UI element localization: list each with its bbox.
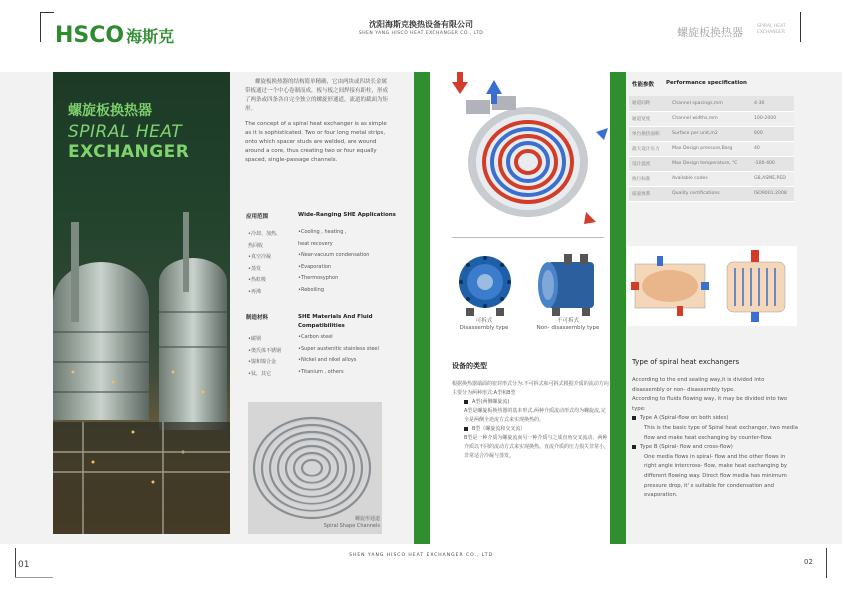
list-item: •Evaporation bbox=[298, 263, 332, 270]
types-heading-cn: 设备的类型 bbox=[452, 362, 487, 370]
types-body-cn bbox=[452, 380, 610, 461]
applications-heading-en: Wide-Ranging SHE Applications bbox=[298, 212, 396, 218]
spiral-channel-caption bbox=[300, 516, 380, 530]
table-row bbox=[629, 156, 794, 171]
type-b-desc-en: One media flows in spiral- flow and the other flows in right angle intercross- flow, make heat exchanging by different flowing way. Direct flow media has minimum pressure drop, it' s suitable for condensation and evaporation. bbox=[644, 453, 788, 499]
table-row bbox=[629, 171, 794, 186]
type-a-label: A型(两侧螺旋流) bbox=[472, 399, 510, 405]
flow-diagrams bbox=[627, 246, 797, 326]
right-types-heading: Type of spiral heat exchangers bbox=[632, 358, 740, 366]
table-cell: Surface per unit,m2 bbox=[669, 126, 751, 141]
spiral-channel-photo bbox=[248, 402, 382, 534]
materials-list-cn bbox=[248, 334, 281, 380]
table-cell: Max Design temperature, ℃ bbox=[669, 156, 751, 171]
spec-table bbox=[629, 96, 794, 202]
caption-cn: 可拆式 bbox=[475, 318, 493, 324]
table-cell: 4-30 bbox=[751, 96, 794, 111]
page-header bbox=[0, 0, 842, 68]
list-item: •Cooling , heating , bbox=[298, 229, 347, 235]
caption-en: Spiral Shape Channels bbox=[323, 523, 380, 529]
type-b-desc: B型是一种介质为螺旋流而另一种介质与之成直角交叉流动，两种介质以不同的流动方式来实现换热。直流介质的压力损失非常小，非常适合冷凝与蒸发。 bbox=[464, 435, 610, 459]
disassembly-type-photo bbox=[456, 252, 514, 318]
materials-heading-cn: 制造材料 bbox=[246, 315, 269, 321]
section-divider bbox=[452, 237, 604, 238]
bullet-icon bbox=[632, 416, 636, 420]
types-intro: 根据换热器端面的密封形式分为:不可拆式和可拆式根据介质的流动方向主要分为两种形式:A型和B型 bbox=[452, 381, 609, 396]
logo-latin-text: HSCO bbox=[55, 22, 125, 48]
spec-heading-cn: 性能参数 bbox=[632, 82, 655, 88]
bullet-icon bbox=[632, 445, 636, 449]
spiral-coil-icon bbox=[248, 402, 382, 534]
list-item: •Reboiling bbox=[298, 286, 325, 293]
exchanger-cutaway-image bbox=[446, 72, 610, 237]
list-item: •Carbon steel bbox=[298, 334, 333, 340]
table-row bbox=[629, 126, 794, 141]
table-cell: 设计温度 bbox=[629, 156, 669, 171]
list-item: •Titanium , others bbox=[298, 368, 344, 375]
table-cell: Channel widths,mm bbox=[669, 111, 751, 126]
cover-title-en-line2: EXCHANGER bbox=[68, 142, 190, 162]
intro-paragraph-en: The concept of a spiral heat exchanger is as simple as it is sophisticated. Two or four long metal strips, onto which spacer studs are welded, are wound around a core, thus creating two or four equally spaced, single-passage channels. bbox=[245, 121, 387, 163]
cover-panel bbox=[53, 72, 230, 534]
caption-cn: 不可拆式 bbox=[556, 318, 579, 324]
materials-list-en bbox=[298, 332, 379, 378]
list-item: •Nickel and nikel alloys bbox=[298, 357, 357, 363]
list-item: heat recovery bbox=[298, 240, 333, 247]
list-item: •真空冷凝 bbox=[248, 254, 271, 260]
table-cell: Max Design pressure,Barg bbox=[669, 141, 751, 156]
materials-heading-en: SHE Materials And Fluid Compatibilities bbox=[298, 314, 373, 329]
list-item: •再沸 bbox=[248, 288, 261, 295]
applications-list-cn bbox=[248, 229, 281, 298]
list-item: •冷却、加热、 bbox=[248, 231, 281, 237]
header-product-cn: 螺旋板换热器 bbox=[677, 26, 743, 39]
right-paragraph: According to fluids flowing way, it may be divided into two type: bbox=[632, 396, 788, 412]
cutaway-exchanger-illustration bbox=[446, 72, 610, 237]
intro-text bbox=[245, 78, 390, 165]
table-cell: -100-400 bbox=[751, 156, 794, 171]
table-cell: 执行标准 bbox=[629, 171, 669, 186]
applications-heading-cn: 应用范围 bbox=[246, 214, 269, 220]
table-cell: 40 bbox=[751, 141, 794, 156]
table-cell: Available codes bbox=[669, 171, 751, 186]
list-item: •钛，其它 bbox=[248, 370, 271, 377]
table-cell: 100-2000 bbox=[751, 111, 794, 126]
table-cell: GB,ASME,PED bbox=[751, 171, 794, 186]
crop-mark bbox=[40, 12, 54, 13]
list-item: •镍和镍合金 bbox=[248, 359, 276, 365]
list-item: •Near-vacuum condensation bbox=[298, 252, 370, 258]
green-divider-strip bbox=[414, 72, 430, 544]
table-cell: 最大设计压力 bbox=[629, 141, 669, 156]
company-name-cn: 沈阳海斯克换热设备有限公司 bbox=[369, 20, 473, 29]
spec-heading-en: Performance specification bbox=[666, 80, 747, 86]
header-product-en: SPIRAL HEAT EXCHANGER bbox=[757, 24, 786, 35]
bullet-icon bbox=[464, 427, 468, 431]
logo-cn-text: 海斯克 bbox=[126, 26, 175, 46]
caption-en: Disassembly type bbox=[459, 325, 509, 331]
type-a-desc: A型是螺旋板换热器的基本形式,两种介质流动形式均为螺旋流,完全是两侧全逆流方式来实现换热的。 bbox=[464, 408, 606, 423]
table-cell: 600 bbox=[751, 126, 794, 141]
list-item: •Super austenitic stainless steel bbox=[298, 345, 379, 352]
table-row bbox=[629, 111, 794, 126]
cover-title-cn: 螺旋板换热器 bbox=[68, 103, 152, 119]
type-a-label-en: Type A (Spiral-flow on both sides) bbox=[640, 415, 729, 422]
table-cell: 单台换热面积 bbox=[629, 126, 669, 141]
table-cell: 通道宽度 bbox=[629, 111, 669, 126]
cover-title-en-line1: SPIRAL HEAT bbox=[68, 122, 183, 142]
table-cell: Channel spacings,mm bbox=[669, 96, 751, 111]
list-item: •Thermosyphon bbox=[298, 275, 339, 281]
non-disassembly-caption bbox=[528, 318, 608, 332]
table-row bbox=[629, 96, 794, 111]
flow-diagram-illustration bbox=[627, 246, 797, 326]
list-item: •碳钢 bbox=[248, 336, 261, 342]
table-row bbox=[629, 141, 794, 156]
list-item: •蒸发 bbox=[248, 265, 261, 272]
footer-rule bbox=[15, 577, 53, 578]
caption-en: Non- disassembly type bbox=[536, 325, 600, 331]
page-number-left: 01 bbox=[18, 560, 30, 570]
type-a-desc-en: This is the basic type of Spiral heat exchanger, two media flow and make heat exchanging by counter-flow. bbox=[644, 424, 799, 441]
type-b-label: B型（螺旋流和交叉流） bbox=[472, 426, 526, 432]
company-name-en: SHEN YANG HISCO HEAT EXCHANGER CO., LTD bbox=[358, 31, 484, 36]
green-divider-strip bbox=[610, 72, 626, 544]
footer-company-en: SHEN YANG HISCO HEAT EXCHANGER CO., LTD bbox=[349, 553, 493, 558]
list-item: •热虹吸 bbox=[248, 277, 266, 283]
right-types-body bbox=[632, 376, 798, 501]
non-disassembly-type-photo bbox=[536, 252, 602, 318]
right-paragraph: According to the end sealing way,it is divided into disassembly or non- disassembly type. bbox=[632, 377, 765, 393]
bullet-icon bbox=[464, 400, 468, 404]
table-cell: ISO9001:2008 bbox=[751, 186, 794, 201]
applications-list-en bbox=[298, 227, 369, 296]
table-cell: 质量体系 bbox=[629, 186, 669, 201]
table-row bbox=[629, 186, 794, 201]
list-item: 热回收 bbox=[248, 242, 264, 249]
intro-paragraph-cn: 螺旋板换热器的结构简单精确，它由两块或四块长金属带板通过一个中心卷制而成，板与板之间焊接有距柱，形成了两条或四条各自完全独立的螺旋形通道，流道的截面为矩形。 bbox=[245, 79, 389, 112]
table-cell: 通道间距 bbox=[629, 96, 669, 111]
caption-cn: 螺旋形通道 bbox=[354, 516, 380, 522]
table-cell: Quality certifications bbox=[669, 186, 751, 201]
page-number-right: 02 bbox=[804, 558, 813, 566]
type-b-label-en: Type B (Spiral- flow and cross-flow) bbox=[640, 444, 733, 451]
list-item: •奥氏体不锈钢 bbox=[248, 347, 281, 354]
disassembly-caption bbox=[454, 318, 514, 332]
